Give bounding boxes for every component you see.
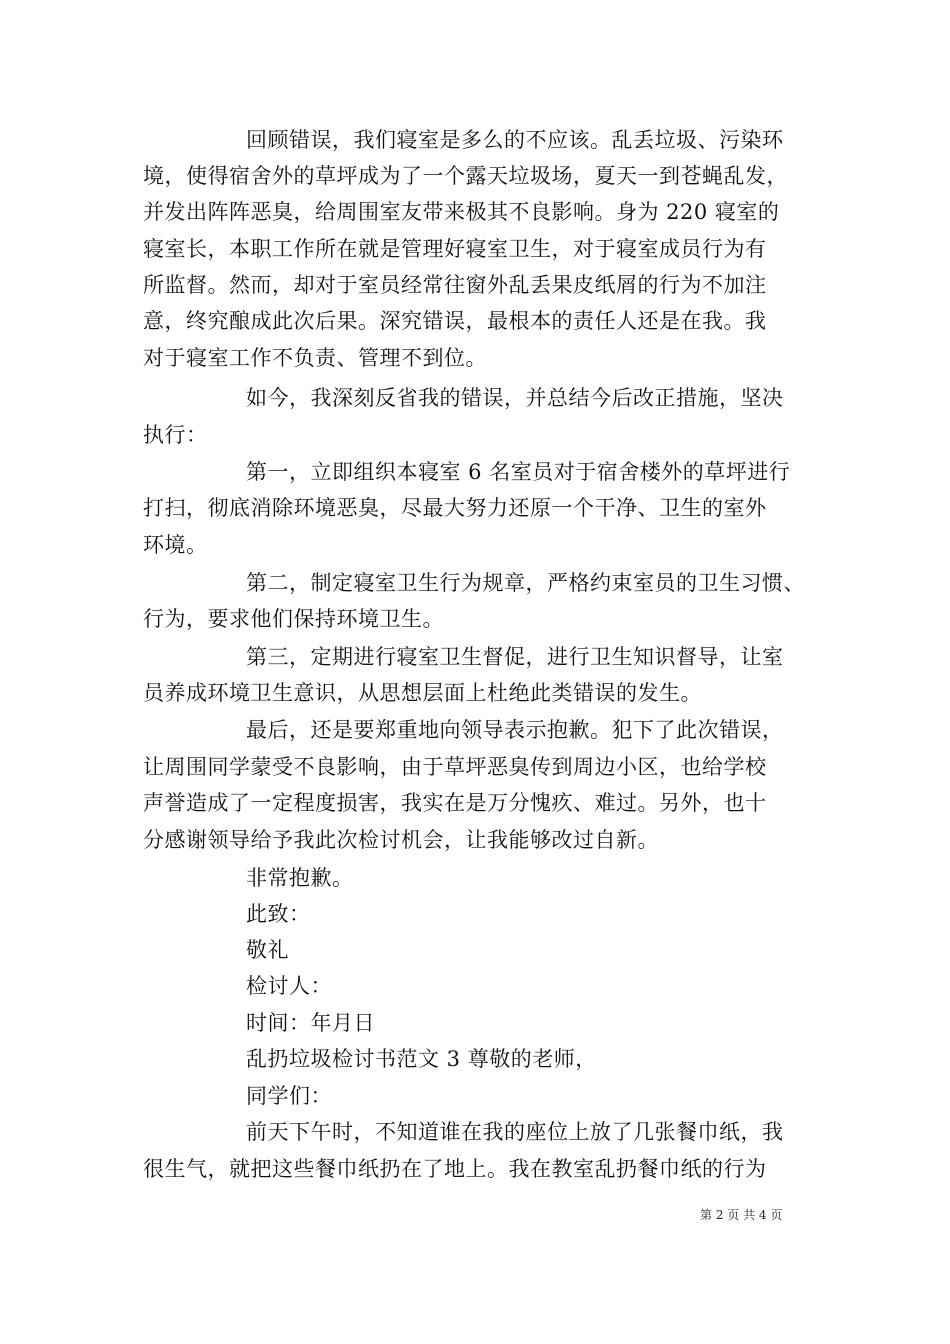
paragraph-line: 第二，制定寝室卫生行为规章，严格约束室员的卫生习惯、 — [246, 571, 805, 595]
paragraph-line: 回顾错误，我们寝室是多么的不应该。乱丢垃圾、污染环 — [246, 128, 784, 152]
closing-line: 非常抱歉。 — [246, 866, 354, 890]
paragraph-line: 最后，还是要郑重地向领导表示抱歉。犯下了此次错误， — [246, 718, 784, 742]
paragraph-line: 很生气，就把这些餐巾纸扔在了地上。我在教室乱扔餐巾纸的行为 — [143, 1157, 767, 1181]
paragraph-line: 如今，我深刻反省我的错误，并总结今后改正措施，坚决 — [246, 386, 784, 410]
paragraph-line: 并发出阵阵恶臭，给周围室友带来极其不良影响。身为 220 寝室的 — [143, 200, 780, 224]
paragraph-line: 所监督。然而，却对于室员经常往窗外乱丢果皮纸屑的行为不加注 — [143, 273, 767, 297]
paragraph-line: 分感谢领导给予我此次检讨机会，让我能够改过自新。 — [143, 828, 659, 852]
closing-line: 此致： — [246, 902, 311, 926]
paragraph-line: 行为，要求他们保持环境卫生。 — [143, 607, 444, 631]
section-heading: 乱扔垃圾检讨书范文 3 尊敬的老师， — [246, 1047, 597, 1071]
page-number-footer: 第 2 页 共 4 页 — [700, 1208, 783, 1222]
paragraph-line: 让周围同学蒙受不良影响，由于草坪恶臭传到周边小区，也给学校 — [143, 755, 767, 779]
paragraph-line: 意，终究酿成此次后果。深究错误，最根本的责任人还是在我。我 — [143, 309, 767, 333]
paragraph-line: 境，使得宿舍外的草坪成为了一个露天垃圾场，夏天一到苍蝇乱发， — [143, 164, 788, 188]
paragraph-line: 第三，定期进行寝室卫生督促，进行卫生知识督导，让室 — [246, 645, 784, 669]
paragraph-line: 声誉造成了一定程度损害，我实在是万分愧疚、难过。另外，也十 — [143, 791, 767, 815]
signature-line: 检讨人： — [246, 974, 332, 998]
date-line: 时间：年月日 — [246, 1011, 375, 1035]
paragraph-line: 寝室长，本职工作所在就是管理好寝室卫生，对于寝室成员行为有 — [143, 237, 767, 261]
paragraph-line: 执行： — [143, 423, 208, 447]
paragraph-line: 员养成环境卫生意识，从思想层面上杜绝此类错误的发生。 — [143, 681, 702, 705]
paragraph-line: 环境。 — [143, 533, 208, 557]
paragraph-line: 打扫，彻底消除环境恶臭，尽最大努力还原一个干净、卫生的室外 — [143, 496, 767, 520]
paragraph-line: 对于寝室工作不负责、管理不到位。 — [143, 346, 487, 370]
closing-line: 敬礼 — [246, 938, 289, 962]
paragraph-line: 前天下午时，不知道谁在我的座位上放了几张餐巾纸，我 — [246, 1120, 784, 1144]
salutation-line: 同学们： — [246, 1084, 332, 1108]
paragraph-line: 第一，立即组织本寝室 6 名室员对于宿舍楼外的草坪进行 — [246, 460, 791, 484]
